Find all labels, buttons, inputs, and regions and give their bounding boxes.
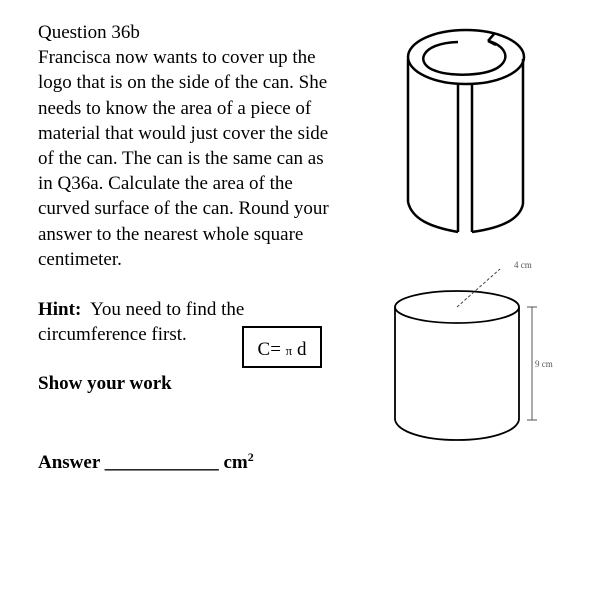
hint-label: Hint:	[38, 299, 82, 320]
cut-can-diagram	[390, 14, 540, 234]
answer-exponent: 2	[247, 450, 254, 464]
answer-label: Answer	[38, 452, 100, 473]
formula-right: d	[292, 339, 307, 360]
question-line: needs to know the area of a piece of	[38, 97, 312, 119]
question-line: in Q36a. Calculate the area of the	[38, 173, 293, 195]
radius-label: 4 cm	[514, 260, 532, 270]
answer-unit: cm	[223, 452, 248, 473]
question-line: Francisca now wants to cover up the	[38, 47, 316, 69]
answer-blank[interactable]: ____________	[104, 452, 219, 473]
hint-line-1: You need to find the	[90, 299, 245, 320]
formula-left: C=	[257, 339, 286, 360]
question-line: centimeter.	[38, 248, 122, 270]
question-line: answer to the nearest whole square	[38, 223, 304, 245]
cylinder-diagram	[372, 250, 564, 450]
question-text	[38, 20, 378, 272]
hint-line-2: circumference first.	[38, 324, 187, 345]
height-label: 9 cm	[535, 359, 553, 369]
show-work-label: Show your work	[38, 373, 172, 394]
question-title: Question 36b	[38, 22, 140, 43]
answer-line	[38, 450, 254, 474]
hint	[38, 297, 244, 347]
question-line: of the can. The can is the same can as	[38, 148, 324, 170]
question-line: material that would just cover the side	[38, 122, 329, 144]
formula-box	[242, 326, 322, 368]
question-line: curved surface of the can. Round your	[38, 198, 329, 220]
pi-symbol: π	[285, 343, 293, 358]
question-line: logo that is on the side of the can. She	[38, 72, 328, 94]
